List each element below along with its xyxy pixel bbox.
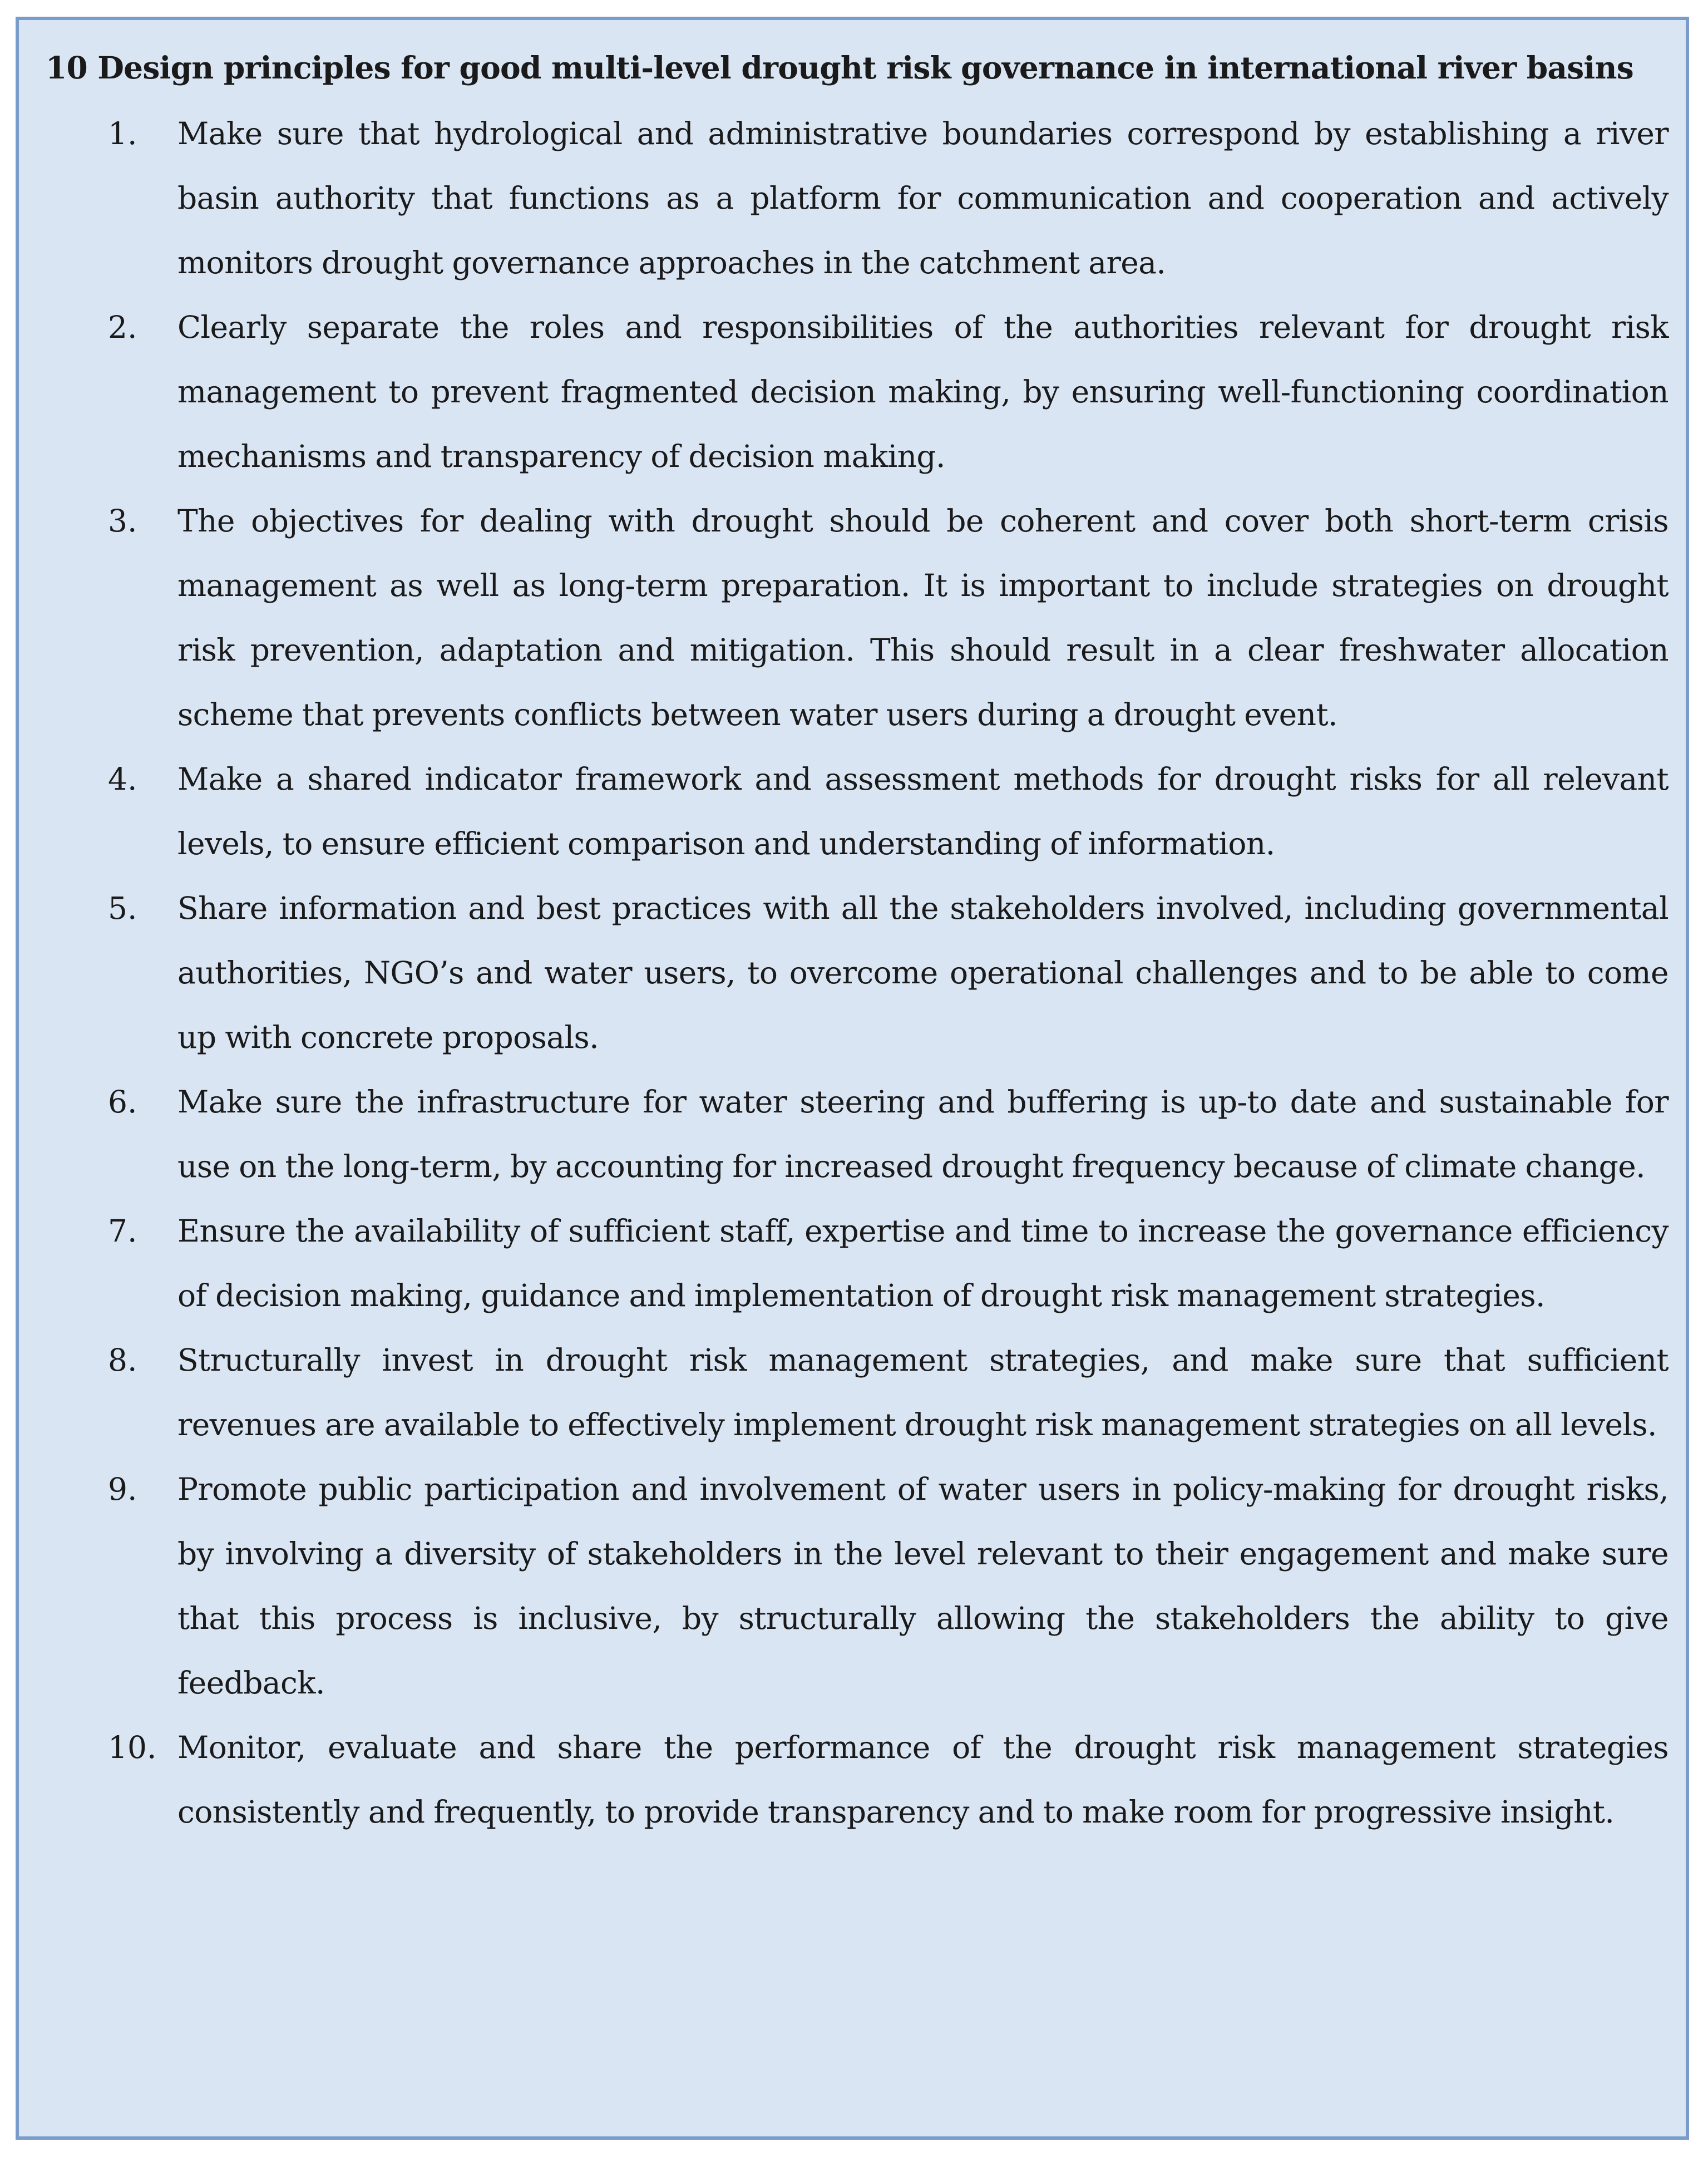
list-item — [19, 747, 1686, 876]
item-text: Clearly separate the roles and responsibilities of the authorities relevant for drought risk management to prevent fragmented decision making, by ensuring well-functioning coordination mechanisms and transparency of decision making. — [177, 309, 1668, 474]
item-text: Promote public participation and involvement of water users in policy-making for drought risks, by involving a diversity of stakeholders in the level relevant to their engagement and make sure that this process is inclusive, by structurally allowing the stakeholders the ability to give feedback. — [177, 1471, 1668, 1701]
list-item — [19, 295, 1686, 489]
item-text: Make sure the infrastructure for water steering and buffering is up-to date and sustainable for use on the long-term, by accounting for increased drought frequency because of climate change. — [177, 1084, 1668, 1184]
item-text: Make sure that hydrological and administrative boundaries correspond by establishing a river basin authority that functions as a platform for communication and cooperation and actively monitors drought governance approaches in the catchment area. — [177, 116, 1668, 280]
item-number: 8. — [108, 1342, 137, 1378]
item-number: 4. — [108, 761, 137, 797]
item-text: The objectives for dealing with drought should be coherent and cover both short-term crisis management as well as long-term preparation. It is important to include strategies on drought risk prevention, adaptation and mitigation. This should result in a clear freshwater allocation scheme that prevents conflicts between water users during a drought event. — [177, 503, 1668, 732]
item-text: Structurally invest in drought risk management strategies, and make sure that sufficient revenues are available to effectively implement drought risk management strategies on all levels. — [177, 1342, 1668, 1442]
item-number: 6. — [108, 1084, 137, 1120]
item-text: Make a shared indicator framework and assessment methods for drought risks for all relevant levels, to ensure efficient comparison and understanding of information. — [177, 761, 1668, 861]
item-number: 3. — [108, 503, 137, 539]
item-text: Ensure the availability of sufficient staff, expertise and time to increase the governance efficiency of decision making, guidance and implementation of drought risk management strategies. — [177, 1213, 1668, 1313]
item-number: 5. — [108, 890, 137, 926]
list-item — [19, 489, 1686, 747]
list-item — [19, 876, 1686, 1070]
item-number: 1. — [108, 116, 137, 151]
item-number: 2. — [108, 309, 137, 345]
list-item — [19, 101, 1686, 295]
item-text: Share information and best practices with all the stakeholders involved, including governmental authorities, NGO’s and water users, to overcome operational challenges and to be able to come up with concrete proposals. — [177, 890, 1668, 1055]
principles-box — [16, 17, 1689, 2140]
list-item — [19, 1070, 1686, 1199]
item-number: 7. — [108, 1213, 137, 1249]
list-item — [19, 1328, 1686, 1457]
list-item — [19, 1457, 1686, 1715]
item-text: Monitor, evaluate and share the performance of the drought risk management strategies consistently and frequently, to provide transparency and to make room for progressive insight. — [177, 1730, 1668, 1830]
box-title: 10 Design principles for good multi-level drought risk governance in international river basins — [46, 50, 1633, 86]
principles-list — [19, 101, 1686, 1844]
item-number: 9. — [108, 1471, 137, 1507]
list-item — [19, 1715, 1686, 1844]
list-item — [19, 1199, 1686, 1328]
item-number: 10. — [108, 1730, 157, 1765]
